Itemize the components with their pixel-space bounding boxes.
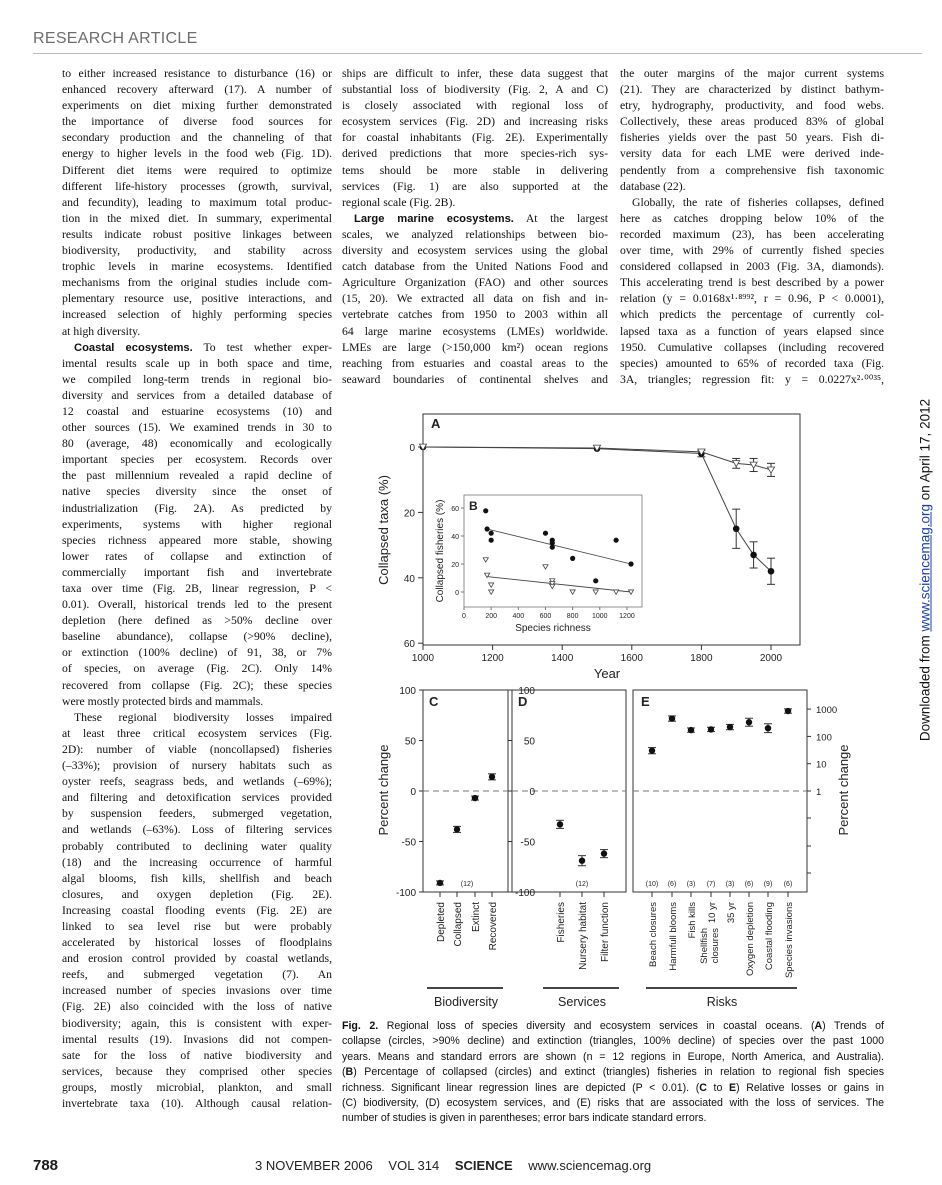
text-line: linked to sea level rise but were probably [62,919,332,933]
text-line: services (Fig. 1) are also supported at the [342,179,608,193]
category-label: Recovered [488,902,499,951]
text-line: Collectively, these areas produced 83% of global [620,115,884,129]
y-tick-label: 0 [409,443,415,454]
data-point-circle [593,578,598,583]
text-line: (18) and the increasing occurrence of harmful [62,855,332,869]
y-tick-label: 100 [816,732,832,744]
text-line: fisheries yields over the past 50 years. Fish di- [620,131,884,145]
x-tick-label: 2000 [759,653,783,664]
study-count: (6) [783,881,793,888]
sciencemag-link[interactable]: www.sciencemag.org [917,503,933,632]
y-tick-label: -100 [395,888,416,899]
category-label: 35 yr [726,902,737,924]
text-line: ecosystem services (Fig. 2D) and increasing risks [342,115,608,129]
text-line: baseline abundance), collapse (>90% decline), [62,630,332,644]
caption-line [342,1065,884,1080]
x-tick-label: 1200 [619,613,635,620]
study-count: (9) [763,881,773,888]
text-line: diversity and services from a detailed database of [62,388,332,402]
data-point [579,857,585,863]
text-line: Different diet items were required to optimize [62,163,332,177]
text-run: To test whether exper- [192,340,332,354]
text-line: substantial loss of biodiversity (Fig. 2, A and C) [342,83,608,97]
text-line: vertebrate catches from 1950 to 2003 within all [342,308,608,322]
x-tick-label: 1400 [551,653,574,664]
y-tick-label: 0 [410,787,416,798]
y-tick-label: 0 [455,590,459,597]
download-notice [918,399,933,741]
study-count: (12) [575,881,589,888]
text-line: pendently from a comprehensive fish taxonomic [620,163,884,177]
y-tick-label: 20 [451,562,459,569]
category-label: Fisheries [556,902,567,943]
data-point [765,725,771,731]
caption-text: years. Means and standard errors are shown (n = 12 regions in Europe, North America, and Australia). [342,1050,884,1063]
category-group-label: Shellfish [699,928,710,964]
text-line: lapsed taxa as a function of years elapsed since [620,324,884,338]
category-group-label: closures [710,928,721,964]
text-line: imental results scale up in both space and time, [62,356,332,370]
text-line: tems should be more stable in delivering [342,163,608,177]
text-line: recorded maximum (23), has been accelerating [620,227,884,241]
text-line: 3A, triangles; regression fit: y = 0.0227x²·⁰⁰³⁵, [620,372,884,386]
text-line: Agriculture Organization (FAO) and other sources [342,276,608,290]
data-point-circle [768,568,775,575]
data-point [472,795,478,801]
text-line: These regional biodiversity losses impaired [74,710,332,724]
text-line: Increasing coastal flooding events (Fig. 2E) are [62,903,332,917]
group-label: Biodiversity [434,995,498,1009]
page-number: 788 [33,1157,59,1174]
text-line: experiments, systems with higher regional [62,517,332,531]
text-line: or extinction (100% decline) of 91, 38, or 7% [62,646,332,660]
caption-bold: Fig. 2. [342,1020,379,1032]
text-line: and erosion control provided by coastal wetlands, [62,952,332,966]
text-line: enhanced recovery afterward (17). A number of [62,83,332,97]
data-point [785,708,791,714]
text-line: were mostly protected birds and mammals. [62,694,264,708]
category-label: Beach closures [648,902,659,967]
caption-line [342,1050,884,1065]
text-line: lower rates of collapse and extinction of [62,549,332,563]
caption-text: ( [342,1066,346,1079]
data-point [746,719,752,725]
y-tick-label: -100 [514,888,535,899]
caption-text: Regional loss of species diversity and ecosystem services in coastal oceans. ( [378,1020,815,1032]
y-tick-label: 100 [518,686,535,697]
text-line: 64 large marine ecosystems (LMEs) worldwide. [342,324,608,338]
x-tick-label: 0 [462,613,466,620]
y-tick-label: 50 [523,736,535,748]
category-label: Filter function [600,902,611,963]
panel-label-a: A [431,416,441,431]
caption-text: richness. Significant linear regression lines are depicted (P < 0.01). ( [342,1081,700,1094]
group-label: Services [558,995,606,1009]
text-line: diversity and ecosystem services using the global [342,244,608,258]
category-label: Extinct [471,902,482,933]
category-label: Collapsed [453,902,464,947]
caption-text: ) Relative losses or gains in [736,1081,884,1094]
text-line: closures, and oxygen depletion (Fig. 2E). [62,887,332,901]
y-tick-label: 1 [816,787,822,798]
text-line: plementary resource use, positive interactions, and [62,292,332,306]
text-line: seaward boundaries of continental shelves and [342,372,608,386]
group-label: Risks [706,995,738,1009]
data-point-circle [750,552,757,559]
text-line: catch database from the United Nations Food and [342,260,608,274]
study-count: (10) [645,881,659,888]
panel-e-frame [633,690,807,892]
caption-text: collapse (circles, >90% decline) and extinction (triangles, 100% decline) of species over the past 1000 [342,1035,884,1048]
caption-bold: A [814,1020,823,1032]
study-count: (3) [725,881,735,888]
y-tick-label: 0 [529,787,535,798]
text-line: species) amounted to 65% of recorded taxa (Fig. [620,356,884,370]
text-line: 80 (average, 48) economically and ecologically [62,437,332,451]
text-line: oyster reefs, seagrass beds, and wetlands (–69%); [62,775,332,789]
data-point-circle [543,531,548,536]
text-line: regional scale (Fig. 2B). [342,195,456,209]
panel-label-e: E [641,694,650,709]
text-line: trophic levels in marine ecosystems. Identified [62,260,332,274]
panel-label-d: D [518,694,528,709]
data-point [669,715,675,721]
text-line: over time, with 29% of currently fished species [620,244,884,258]
y-tick-label: 60 [403,639,415,651]
caption-line [342,1081,884,1096]
study-count: (3) [686,881,696,888]
text-line: experiments on diet mixing further demonstrated [62,99,332,113]
text-line: and filtering and detoxification services provided [62,791,332,805]
data-point [557,821,563,827]
caption-text: to [706,1081,729,1094]
text-line: important species per ecosystem. Records over [62,453,332,467]
y-tick-label: 60 [451,506,459,513]
data-point [601,850,607,856]
text-line: by suspension feeders, submerged vegetation, [62,807,332,821]
data-point-circle [628,561,633,566]
text-line: commercially important fish and invertebrate [62,565,332,579]
data-point [437,880,443,886]
category-label: Species invasions [784,902,795,979]
data-point-circle [489,531,494,536]
study-count: (6) [744,881,754,888]
caption-line [342,1034,884,1049]
caption-bold: C [699,1081,707,1094]
x-tick-label: 1000 [592,613,608,620]
text-line: of species, on average (Fig. 2C). Only 14% [62,662,332,676]
text-line: services, because they comprised other species [62,1064,332,1078]
text-line: 1950. Cumulative collapses (including recovered [620,340,884,354]
text-line: database (22). [620,179,686,193]
x-tick-label: 1200 [481,653,504,664]
text-line: etry, hydrography, productivity, and food webs. [620,99,884,113]
text-line: mechanisms from the original studies include com- [62,276,332,290]
panel-label-c: C [429,694,439,709]
data-point [688,727,694,733]
x-tick-label: 1600 [620,653,643,664]
text-line: tion in the mixed diet. In summary, experimental [62,211,332,225]
text-line: invertebrate taxa (10). Although causal relation- [62,1097,332,1110]
category-label: Coastal flooding [764,902,775,971]
download-prefix: Downloaded from [917,631,933,742]
y-axis-label: Percent change [836,744,851,836]
data-point-circle [733,525,740,532]
data-point-triangle [767,467,774,473]
caption-line [342,1019,884,1034]
section-header: RESEARCH ARTICLE [33,30,198,47]
text-line: here as catches dropping below 10% of the [620,211,884,225]
volume: VOL 314 [388,1158,440,1173]
y-tick-label: -50 [520,837,535,849]
x-tick-label: 1000 [411,653,435,664]
text-line: considered collapsed in 2003 (Fig. 3A, diamonds). [620,260,884,274]
category-label: Harmfull blooms [668,902,679,971]
text-line: This accelerating trend is best described by a power [620,276,884,290]
y-tick-label: 40 [451,534,459,541]
journal-name: SCIENCE [454,1158,513,1173]
issue-date: 3 NOVEMBER 2006 [255,1158,373,1173]
data-point-circle [489,538,494,543]
text-line: 2D): number of viable (noncollapsed) fisheries [62,742,332,756]
text-line: taxa over time (Fig. 2B, linear regression, P < [62,582,332,595]
y-axis-label: Collapsed fisheries (%) [435,499,446,603]
text-line: the importance of diverse food sources for [62,115,332,129]
text-line: algal blooms, fish kills, shellfish and beach [62,871,332,885]
text-line: we compiled long-term trends in regional bio- [62,372,332,386]
text-line: accelerated by historical losses of floodplains [62,936,332,950]
text-line: different life-history processes (growth, survival, [62,179,332,193]
data-point-circle [550,540,555,545]
x-tick-label: 1800 [690,653,713,664]
panel-label-b: B [469,499,478,513]
study-count: (7) [706,881,716,888]
text-line: at high diversity. [62,324,141,338]
y-tick-label: 50 [404,736,416,748]
category-label: Oxygen depletion [745,902,756,976]
category-label: 10 yr [707,902,718,924]
text-line: Globally, the rate of fisheries collapses, defined [632,195,884,209]
text-line: at least three critical ecosystem services (Fig. [62,726,332,740]
y-tick-label: 100 [399,686,416,697]
text-line: biodiversity; again, this is consistent with exper- [62,1016,332,1030]
text-line: (Fig. 2E) also coincided with the loss of native [62,1000,332,1014]
footer [255,1158,663,1173]
caption-bold: E [728,1081,737,1094]
caption-text: ) Percentage of collapsed (circles) and extinct (triangles) fisheries in relation to regional fish species [353,1066,884,1079]
study-count: (12) [460,881,474,888]
text-line: other sources (15). We examined trends in 30 to [62,421,332,435]
text-line: the outer margins of the major current systems [620,67,884,80]
x-tick-label: 200 [485,613,498,620]
figure-caption [342,1019,884,1127]
section-heading: Coastal ecosystems. [74,341,193,354]
x-tick-label: 400 [512,613,525,620]
y-tick-label: 40 [403,573,415,585]
category-label: Nursery habitat [578,902,589,970]
text-line: results indicate robust positive linkages between [62,227,332,241]
caption-line [342,1111,884,1126]
text-line: probably contributed to declining water quality [62,839,332,853]
text-line: ships are difficult to infer, these data suggest that [342,67,608,80]
text-line: (–33%); provision of nursery habitats such as [62,759,332,773]
text-line: which predicts the percentage of currently col- [620,308,884,322]
text-line: is closely associated with regional loss of [342,99,608,113]
text-line: derived predictions that more species-rich sys- [342,147,608,161]
y-tick-label: 10 [816,759,827,771]
data-point [649,747,655,753]
download-suffix: on April 17, 2012 [917,398,933,504]
study-count: (6) [667,881,677,888]
y-axis-label: Percent change [376,744,391,836]
caption-text: ) Trends of [822,1020,884,1032]
text-line: 12 coastal and estuarine ecosystems (10) and [62,404,332,418]
text-line: to either increased resistance to disturbance (16) or [62,67,332,80]
text-line: versity data for each LME were derived inde- [620,147,884,161]
x-tick-label: 600 [539,613,552,620]
data-point [454,826,460,832]
text-line: species richness appeared more stable, showing [62,533,332,547]
category-label: Fish kills [687,902,698,939]
journal-site: www.sciencemag.org [528,1158,652,1173]
text-line: LMEs are large (>150,000 km²) ocean regions [342,340,608,354]
text-line: industrialization (Fig. 2A). As predicted by [62,501,332,515]
data-point [727,724,733,730]
x-axis-label: Year [593,666,621,681]
text-line: sate for the loss of native biodiversity and [62,1048,332,1062]
data-point-circle [483,508,488,513]
text-line: reaching from estuaries and coastal areas to the [342,356,608,370]
category-label: Depleted [436,902,447,943]
x-tick-label: 800 [566,613,579,620]
text-line: scales, we analyzed relationships between bio- [342,227,608,241]
text-line: and fecundity), leading to maximum total produc- [62,195,332,209]
data-point-circle [570,556,575,561]
y-tick-label: 20 [403,508,415,520]
y-tick-label: 1000 [816,705,838,717]
x-axis-label: Species richness [515,623,591,634]
text-line: the past millennium revealed a rapid decline of [62,469,332,483]
text-line: secondary production and the channeling of that [62,131,332,145]
text-line: increased selection of highly performing species [62,308,332,322]
text-line: energy to higher levels in the food web (Fig. 1D). [62,147,332,161]
y-tick-label: -50 [401,837,416,849]
text-line: (15, 20). We extracted all data on fish and in- [342,292,608,306]
text-line: biodiversity, productivity, and stability across [62,244,332,258]
text-run: At the largest [513,211,608,225]
text-line: and wetlands (–63%). Loss of filtering services [62,823,332,837]
caption-bold: B [345,1066,354,1079]
text-line: groups, mostly microbial, plankton, and small [62,1080,332,1094]
section-heading: Large marine ecosystems. [354,212,514,225]
caption-text: (C) biodiversity, (D) ecosystem services, and (E) risks that are associated with the loss of services. The [342,1097,884,1110]
text-line: reefs, and submerged vegetation (7). An [62,968,332,982]
data-point-circle [613,538,618,543]
text-line: 0.01). Overall, historical trends led to the present [62,598,332,612]
data-point [489,774,495,780]
text-line: imental results (19). Invasions did not compen- [62,1032,332,1046]
y-axis-label: Collapsed taxa (%) [376,475,391,585]
text-line: depletion (here defined as >50% decline over [62,614,332,628]
text-line: native species diversity since the onset of [62,485,332,499]
data-point [708,726,714,732]
text-line: increased number of species invasions over time [62,984,332,998]
text-line: (21). They are characterized by distinct bathym- [620,83,884,97]
caption-text: number of studies is given in parentheses; error bars indicate standard errors. [342,1112,707,1125]
text-line: recovered from collapse (Fig. 2C); these species [62,678,332,692]
text-line: for coastal inhabitants (Fig. 2E). Experimentally [342,131,608,145]
data-point-circle [484,526,489,531]
text-line: relation (y = 0.0168x¹·⁸⁹⁹², r = 0.96, P < 0.0001), [620,292,884,306]
caption-line [342,1096,884,1111]
